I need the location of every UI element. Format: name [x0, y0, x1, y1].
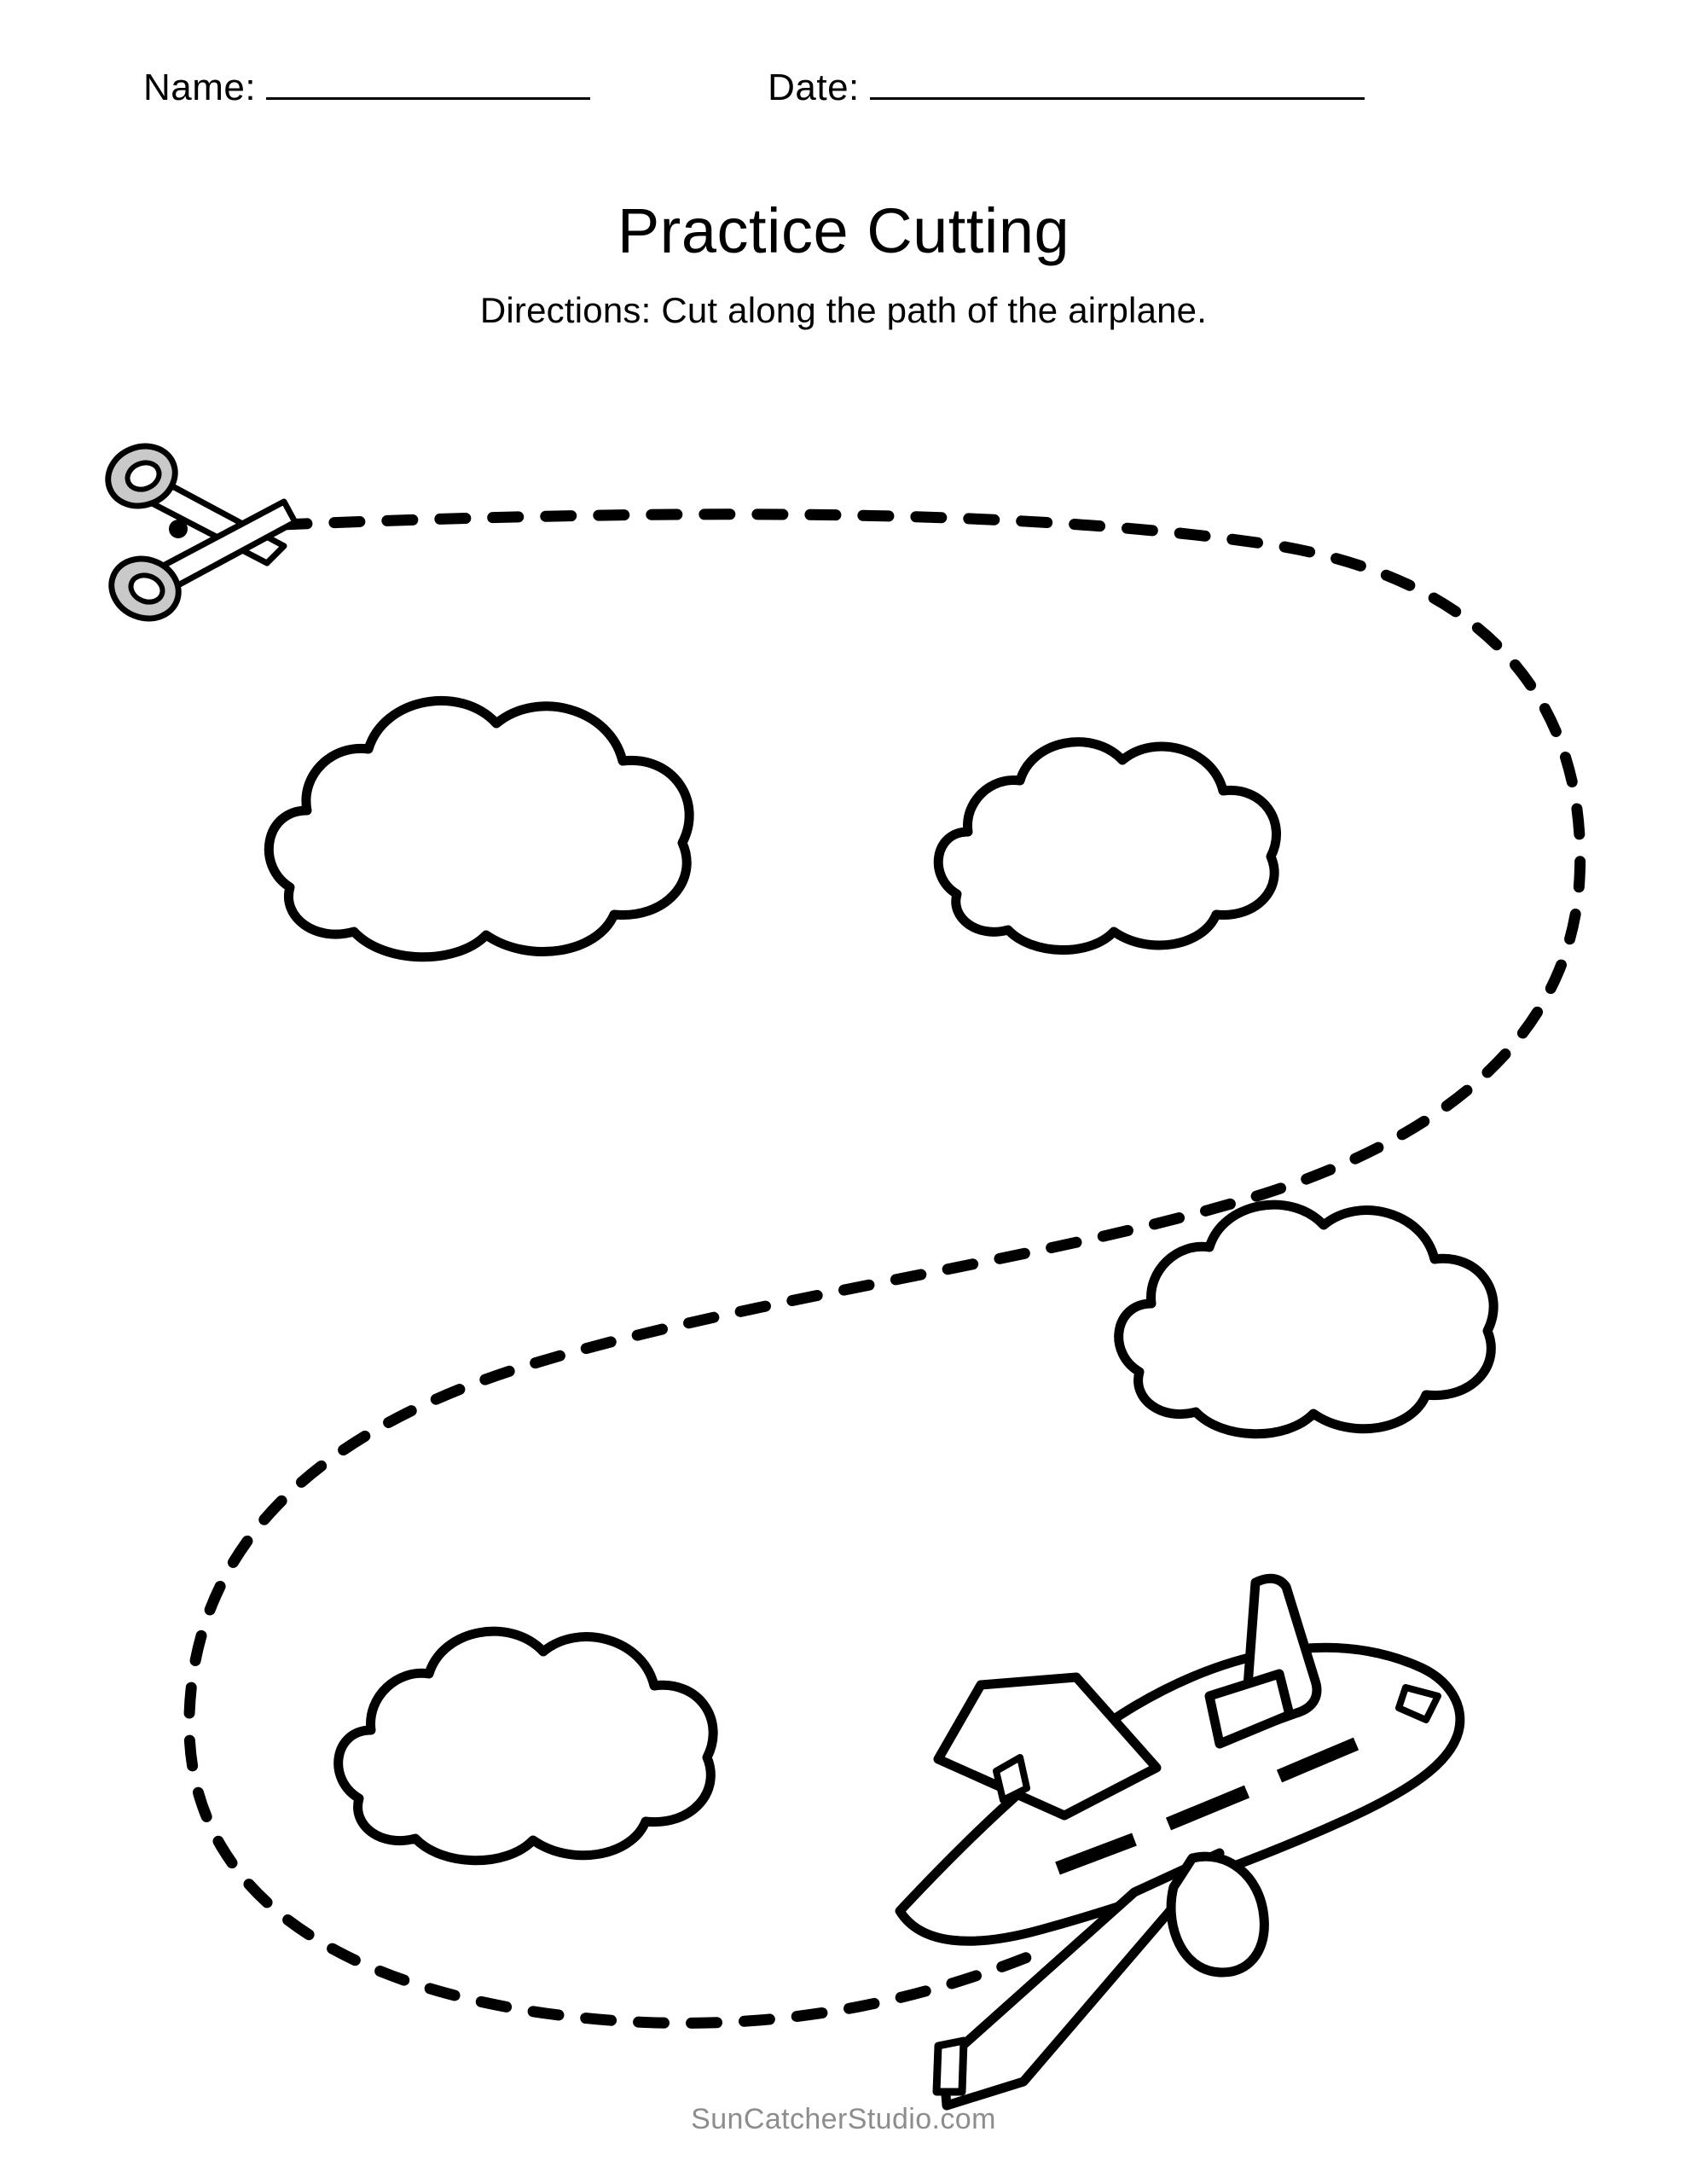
- cloud-icon: [339, 1631, 713, 1861]
- footer-credit: SunCatcherStudio.com: [691, 2103, 996, 2135]
- cloud-icon: [269, 700, 689, 956]
- airplane-icon: [900, 1578, 1460, 2106]
- date-label: Date:: [768, 67, 860, 108]
- directions-text: Directions: Cut along the path of the airplane.: [479, 290, 1208, 330]
- cloud-icon: [938, 742, 1276, 950]
- page-title: Practice Cutting: [617, 195, 1070, 266]
- name-label: Name:: [143, 67, 257, 108]
- scissors-icon: [99, 436, 295, 628]
- cloud-icon: [1119, 1205, 1493, 1434]
